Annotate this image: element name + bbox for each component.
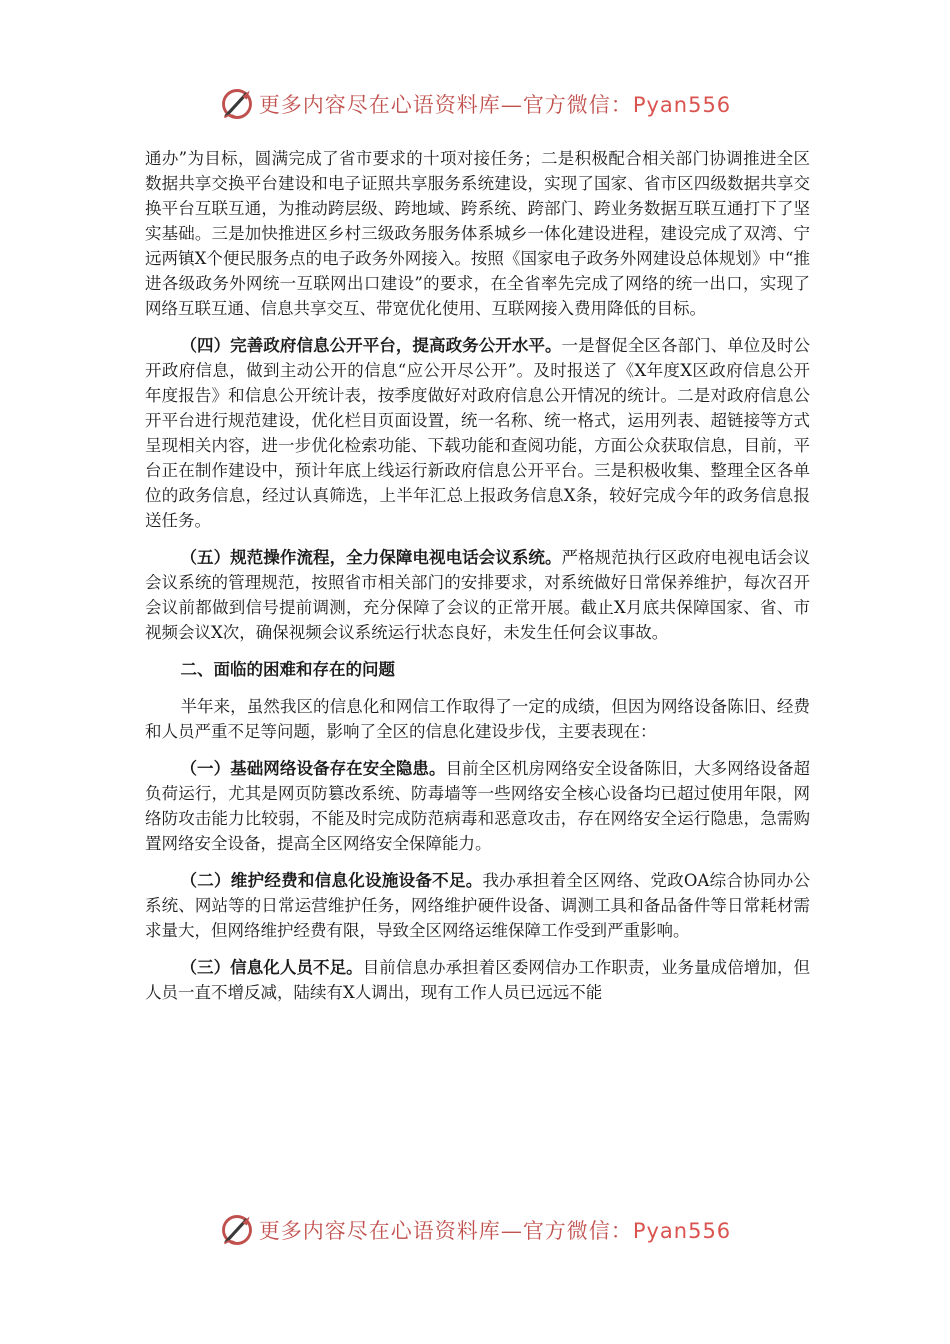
section-heading: （二）维护经费和信息化设施设备不足。: [180, 871, 483, 890]
watermark-wechat-id: Pyan556: [632, 1219, 732, 1243]
paragraph-body: 目前全区机房网络安全设备陈旧，大多网络设备超负荷运行，尤其是网页防篡改系统、防毒墙等一些网络安全核心设备均已超过使用年限，网络防攻击能力比较弱，不能及时完成防范病毒和恶意攻击，存在网络安全运行隐患，急需购置网络安全设备，提高全区网络安全保障能力。: [145, 759, 811, 853]
watermark-wechat-label: 官方微信：: [522, 93, 633, 117]
paragraph-body: 我办承担着全区网络、党政OA综合协同办公系统、网站等的日常运营维护任务，网络维护硬件设备、调测工具和备品备件等日常耗材需求量大，但网络维护经费有限，导致全区网络运维保障工作受到严重影响。: [145, 871, 810, 940]
watermark-brand: 更多内容尽在心语资料库: [258, 93, 501, 117]
paragraph-problem-1: [145, 756, 810, 856]
section-heading: （五）规范操作流程，全力保障电视电话会议系统。: [180, 548, 562, 567]
paragraph-body: 半年来，虽然我区的信息化和网信工作取得了一定的成绩，但因为网络设备陈旧、经费和人员严重不足等问题，影响了全区的信息化建设步伐，主要表现在：: [145, 697, 810, 741]
section-heading: （一）基础网络设备存在安全隐患。: [180, 759, 446, 778]
section-heading: （三）信息化人员不足。: [180, 958, 363, 977]
paragraph-body: 严格规范执行区政府电视电话会议会议系统的管理规范，按照省市相关部门的安排要求，对系统做好日常保养维护，每次召开会议前都做到信号提前调测，充分保障了会议的正常开展。截止X月底共保障国家、省、市视频会议X次，确保视频会议系统运行状态良好，未发生任何会议事故。: [145, 548, 811, 642]
watermark-separator: —: [500, 93, 523, 117]
header-watermark-banner: [0, 82, 950, 126]
watermark-text: [259, 1215, 731, 1245]
watermark-separator: —: [500, 1219, 523, 1243]
paragraph-intro: [145, 694, 810, 744]
paragraph-problem-2: [145, 868, 810, 943]
watermark-brand: 更多内容尽在心语资料库: [258, 1219, 501, 1243]
paragraph-body: 一是督促全区各部门、单位及时公开政府信息，做到主动公开的信息“应公开尽公开”。及时报送了《X年度X区政府信息公开年度报告》和信息公开统计表，按季度做好对政府信息公开情况的统计。二是对政府信息公开平台进行规范建设，优化栏目页面设置，统一名称、统一格式，运用列表、超链接等方式呈现相关内容，进一步优化检索功能、下载功能和查阅功能，方面公众获取信息，目前，平台正在制作建设中，预计年底上线运行新政府信息公开平台。三是积极收集、整理全区各单位的政务信息，经过认真筛选，上半年汇总上报政务信息X条，较好完成今年的政务信息报送任务。: [145, 336, 811, 530]
paragraph-section-5: [145, 545, 810, 645]
paragraph-body: 通办”为目标，圆满完成了省市要求的十项对接任务；二是积极配合相关部门协调推进全区数据共享交换平台建设和电子证照共享服务系统建设，实现了国家、省市区四级数据共享交换平台互联互通，为推动跨层级、跨地域、跨系统、跨部门、跨业务数据互联互通打下了坚实基础。三是加快推进区乡村三级政务服务体系城乡一体化建设进程，建设完成了双湾、宁远两镇X个便民服务点的电子政务外网接入。按照《国家电子政务外网建设总体规划》中“推进各级政务外网统一互联网出口建设”的要求，在全省率先完成了网络的统一出口，实现了网络互联互通、信息共享交互、带宽优化使用、互联网接入费用降低的目标。: [145, 149, 810, 318]
footer-watermark-banner: [0, 1208, 950, 1252]
paragraph-continued: [145, 146, 810, 321]
pen-logo-icon: [219, 1212, 255, 1248]
paragraph-section-4: [145, 333, 810, 533]
paragraph-body: 目前信息办承担着区委网信办工作职责，业务量成倍增加，但人员一直不增反减，陆续有X人调出，现有工作人员已远远不能: [145, 958, 811, 1002]
chapter-heading-problems: 二、面临的困难和存在的问题: [180, 660, 395, 679]
section-heading: （四）完善政府信息公开平台，提高政务公开水平。: [180, 336, 562, 355]
watermark-text: [259, 89, 731, 119]
watermark-wechat-label: 官方微信：: [522, 1219, 633, 1243]
document-body: [145, 146, 810, 1017]
paragraph-problem-3: [145, 955, 810, 1005]
pen-logo-icon: [219, 86, 255, 122]
watermark-wechat-id: Pyan556: [632, 93, 732, 117]
